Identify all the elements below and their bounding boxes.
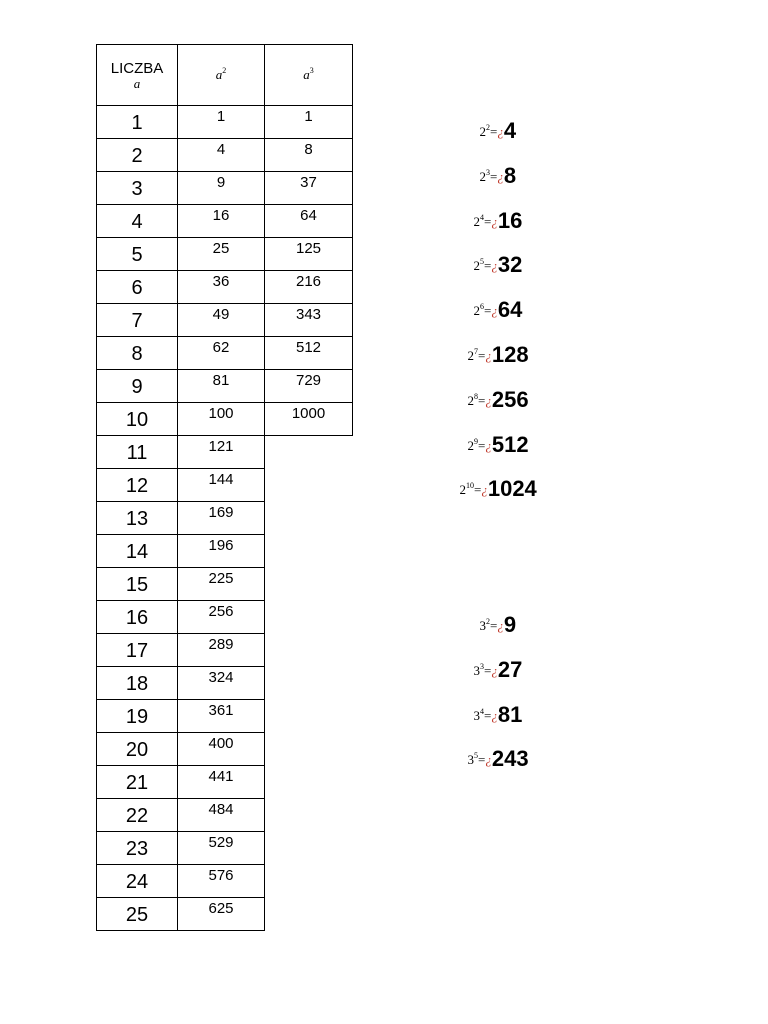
number-cell: 22 [97, 799, 178, 832]
square-cell: 144 [178, 469, 265, 502]
inverted-question-mark: ¿ [485, 752, 492, 768]
number-cell: 5 [97, 238, 178, 271]
square-cell: 361 [178, 700, 265, 733]
table-row [97, 238, 353, 271]
number-cell: 12 [97, 469, 178, 502]
equals-sign: = [474, 482, 482, 498]
header-square-base: a [215, 67, 223, 82]
number-cell: 25 [97, 898, 178, 931]
power-result: 4 [503, 118, 517, 143]
square-cell: 576 [178, 865, 265, 898]
square-cell: 529 [178, 832, 265, 865]
cube-cell: 8 [265, 139, 353, 172]
empty-cell [265, 601, 353, 634]
power-exponent: 2 [486, 617, 490, 626]
power-equation [468, 432, 529, 458]
table-row [97, 370, 353, 403]
table-row [97, 304, 353, 337]
equals-sign: = [478, 392, 486, 408]
header-cube-base: a [303, 67, 310, 82]
power-base: 2 [459, 482, 466, 498]
power-base: 3 [473, 707, 480, 723]
equals-sign: = [490, 124, 498, 139]
table-row [97, 799, 353, 832]
equals-sign: = [490, 168, 498, 184]
power-exponent: 9 [474, 436, 478, 446]
square-cell: 25 [178, 238, 265, 271]
equals-sign: = [484, 662, 492, 678]
table-row [97, 337, 353, 370]
power-result: 27 [497, 656, 523, 682]
table-row [97, 601, 353, 634]
cube-cell: 1000 [265, 403, 353, 436]
header-number [97, 45, 178, 106]
power-equation [474, 208, 523, 234]
square-cell: 4 [178, 139, 265, 172]
table-row [97, 106, 353, 139]
number-cell: 4 [97, 205, 178, 238]
power-exponent: 10 [466, 481, 474, 491]
square-cell: 289 [178, 634, 265, 667]
power-result: 8 [503, 162, 517, 188]
table-row [97, 832, 353, 865]
power-base: 2 [473, 258, 480, 274]
number-cell: 24 [97, 865, 178, 898]
table-row [97, 535, 353, 568]
power-exponent: 5 [480, 257, 484, 267]
empty-cell [265, 667, 353, 700]
number-cell: 20 [97, 733, 178, 766]
power-equation [474, 297, 523, 323]
power-equation [460, 476, 537, 502]
number-cell: 16 [97, 601, 178, 634]
power-result: 64 [497, 297, 523, 323]
inverted-question-mark: ¿ [491, 213, 498, 229]
power-result: 256 [491, 386, 529, 412]
power-base: 2 [467, 392, 474, 408]
empty-cell [265, 568, 353, 601]
equals-sign: = [484, 303, 492, 319]
inverted-question-mark: ¿ [485, 437, 492, 453]
square-cell: 36 [178, 271, 265, 304]
square-cell: 81 [178, 370, 265, 403]
empty-cell [265, 832, 353, 865]
empty-cell [265, 733, 353, 766]
cube-cell: 125 [265, 238, 353, 271]
square-cell: 441 [178, 766, 265, 799]
power-result: 81 [497, 701, 523, 727]
equals-sign: = [478, 437, 486, 453]
square-cell: 169 [178, 502, 265, 535]
number-cell: 11 [97, 436, 178, 469]
table-row [97, 403, 353, 436]
header-number-variable: a [133, 75, 141, 91]
power-result: 9 [503, 612, 517, 637]
table-row [97, 766, 353, 799]
number-cell: 18 [97, 667, 178, 700]
square-cell: 400 [178, 733, 265, 766]
empty-cell [265, 634, 353, 667]
power-result: 243 [491, 746, 529, 772]
number-cell: 14 [97, 535, 178, 568]
inverted-question-mark: ¿ [497, 168, 504, 184]
power-exponent: 6 [480, 302, 484, 312]
cube-cell: 64 [265, 205, 353, 238]
power-exponent: 7 [474, 347, 478, 356]
header-cube-exponent: 3 [309, 66, 314, 75]
power-equation [474, 702, 523, 728]
inverted-question-mark: ¿ [497, 618, 504, 633]
table-row [97, 634, 353, 667]
power-result: 512 [491, 431, 529, 457]
inverted-question-mark: ¿ [491, 707, 498, 723]
number-cell: 1 [97, 106, 178, 139]
square-cell: 100 [178, 403, 265, 436]
power-exponent: 3 [480, 661, 484, 671]
powers-table [96, 44, 353, 931]
table-row [97, 865, 353, 898]
empty-cell [265, 535, 353, 568]
header-cube [265, 45, 353, 106]
equals-sign: = [484, 213, 492, 229]
power-result: 16 [497, 207, 523, 233]
power-exponent: 4 [480, 706, 484, 716]
number-cell: 23 [97, 832, 178, 865]
table-row [97, 733, 353, 766]
power-equation [468, 342, 529, 368]
table-row [97, 898, 353, 931]
empty-cell [265, 502, 353, 535]
number-cell: 3 [97, 172, 178, 205]
empty-cell [265, 865, 353, 898]
table-body [97, 106, 353, 931]
power-equation [480, 118, 517, 144]
inverted-question-mark: ¿ [491, 303, 498, 319]
number-cell: 7 [97, 304, 178, 337]
inverted-question-mark: ¿ [485, 348, 492, 363]
power-exponent: 4 [480, 212, 484, 222]
table-row [97, 667, 353, 700]
power-equation [480, 612, 517, 638]
power-equation [480, 163, 517, 189]
power-exponent: 2 [486, 123, 490, 132]
square-cell: 196 [178, 535, 265, 568]
power-equation [468, 746, 529, 772]
square-cell: 9 [178, 172, 265, 205]
power-exponent: 5 [474, 751, 478, 761]
square-cell: 324 [178, 667, 265, 700]
inverted-question-mark: ¿ [485, 392, 492, 408]
table-row [97, 568, 353, 601]
header-number-word: LICZBA [110, 59, 164, 77]
square-cell: 16 [178, 205, 265, 238]
number-cell: 8 [97, 337, 178, 370]
square-cell: 625 [178, 898, 265, 931]
equals-sign: = [478, 752, 486, 768]
square-cell: 256 [178, 601, 265, 634]
cube-cell: 1 [265, 106, 353, 139]
square-cell: 121 [178, 436, 265, 469]
empty-cell [265, 766, 353, 799]
power-result: 128 [491, 342, 529, 367]
table-row [97, 700, 353, 733]
inverted-question-mark: ¿ [497, 124, 504, 139]
equals-sign: = [484, 258, 492, 274]
number-cell: 10 [97, 403, 178, 436]
table-row [97, 469, 353, 502]
number-cell: 13 [97, 502, 178, 535]
square-cell: 484 [178, 799, 265, 832]
empty-cell [265, 436, 353, 469]
square-cell: 62 [178, 337, 265, 370]
cube-cell: 216 [265, 271, 353, 304]
inverted-question-mark: ¿ [481, 482, 488, 498]
power-base: 2 [473, 213, 480, 229]
power-result: 32 [497, 252, 523, 278]
cube-cell: 37 [265, 172, 353, 205]
number-cell: 6 [97, 271, 178, 304]
square-cell: 49 [178, 304, 265, 337]
inverted-question-mark: ¿ [491, 662, 498, 678]
empty-cell [265, 799, 353, 832]
table-row [97, 205, 353, 238]
header-square-exponent: 2 [222, 66, 227, 75]
number-cell: 9 [97, 370, 178, 403]
power-equation [474, 657, 523, 683]
cube-cell: 512 [265, 337, 353, 370]
number-cell: 17 [97, 634, 178, 667]
cube-cell: 729 [265, 370, 353, 403]
equals-sign: = [484, 707, 492, 723]
power-base: 3 [473, 662, 480, 678]
power-base: 2 [467, 348, 474, 363]
equals-sign: = [478, 348, 486, 363]
empty-cell [265, 700, 353, 733]
power-equation [468, 387, 529, 413]
power-base: 2 [479, 124, 486, 139]
square-cell: 1 [178, 106, 265, 139]
power-base: 2 [479, 168, 486, 184]
number-cell: 19 [97, 700, 178, 733]
empty-cell [265, 469, 353, 502]
square-cell: 225 [178, 568, 265, 601]
table-row [97, 172, 353, 205]
power-exponent: 3 [486, 167, 490, 177]
inverted-question-mark: ¿ [491, 258, 498, 274]
table-row [97, 271, 353, 304]
number-cell: 21 [97, 766, 178, 799]
equals-sign: = [490, 618, 498, 633]
table-header-row [97, 45, 353, 106]
power-result: 1024 [487, 476, 537, 502]
table-row [97, 502, 353, 535]
power-base: 2 [467, 437, 474, 453]
table-row [97, 436, 353, 469]
empty-cell [265, 898, 353, 931]
cube-cell: 343 [265, 304, 353, 337]
table-row [97, 139, 353, 172]
power-equation [474, 252, 523, 278]
number-cell: 15 [97, 568, 178, 601]
power-base: 3 [479, 618, 486, 633]
number-cell: 2 [97, 139, 178, 172]
power-exponent: 8 [474, 391, 478, 401]
power-base: 3 [467, 752, 474, 768]
power-base: 2 [473, 303, 480, 319]
header-square [178, 45, 265, 106]
